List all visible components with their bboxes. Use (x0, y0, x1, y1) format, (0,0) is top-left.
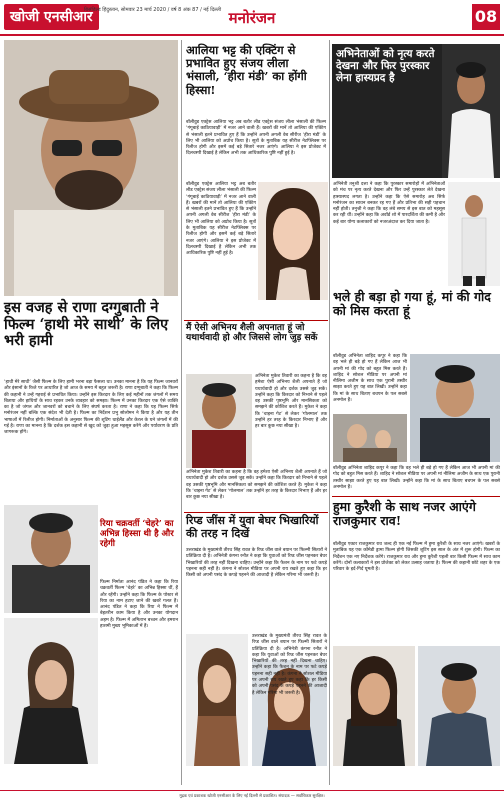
ripped-jeans-headline: रिप्ड जींस में युवा बेघर भिखारियों की तरह न दिखें (186, 514, 319, 540)
newspaper-logo: खोजी एनसीआर (4, 4, 99, 30)
mukesh-body: अभिनेता मुकेश तिवारी का कहना है कि वह हमेशा ऐसी अभिनय शैली अपनाते हैं जो यथार्थवादी हो और दर्शक उससे जुड़ सकें। उन्होंने कहा कि किरदार को निभाने से पहले वह उसकी पृष्ठभूमि और मानसिकता को समझने की कोशिश करते हैं। मुकेश ने कहा कि ‘चाइना गेट’ से लेकर ‘गोलमाल’ तक उन्होंने हर तरह के किरदार निभाए हैं और हर बार कुछ नया सीखा है। (255, 374, 327, 430)
page-number: 08 (472, 4, 500, 30)
rana-photo (4, 40, 178, 296)
rajkummar-photo (418, 646, 500, 766)
huma-photo (333, 646, 415, 766)
huma-headline: हुमा कुरैशी के साथ नजर आएंगे राजकुमार राव! (333, 499, 476, 529)
tanushree-photo-full (448, 182, 500, 286)
tanushree-headline: अभिनेताओं को नृत्य करते देखना और फिर पुरस्कार लेना हास्यप्रद है (336, 48, 435, 85)
dateline: बिसंडिल्ड हिंदुस्तान, सोमवार 23 मार्च 2020 / वर्ष 8 अंक 87 / नई दिल्ली (84, 7, 222, 13)
shahid-headline: भले ही बड़ा हो गया हूं, मां की गोद को मिस करता हूं (333, 289, 491, 319)
anand-pandit-photo (4, 505, 98, 613)
alia-headline: आलिया भट्ट की एक्टिंग से प्रभावित हुए संजय लीला भंसाली, ‘हीरा मंडी’ का होंगी हिस्सा! (186, 43, 307, 97)
shahid-body: बॉलीवुड अभिनेता शाहिद कपूर ने कहा कि वह भले ही बड़े हो गए हैं लेकिन आज भी अपनी मां की गोद को बहुत मिस करते हैं। शाहिद ने सोशल मीडिया पर अपनी मां नीलिमा अजीम के साथ एक पुरानी तस्वीर साझा करते हुए यह बात लिखी। उन्होंने कहा कि मां के साथ बिताए बचपन के पल सबसे अनमोल हैं। (333, 354, 407, 404)
huma-body: बॉलीवुड एक्टर राजकुमार राव जल्द ही एक नई फिल्म में हुमा कुरैशी के साथ नजर आएंगे। खबरों के मुताबिक यह एक कॉमेडी ड्रामा फिल्म होगी जिसकी शूटिंग इस साल के अंत में शुरू होगी। फिल्म का निर्देशन एक नए निर्देशक करेंगे। राजकुमार राव और हुमा कुरैशी पहली बार किसी फिल्म में साथ काम करेंगे। दोनों कलाकारों ने इस प्रोजेक्ट को लेकर उत्साह जताया है। फिल्म की कहानी छोटे शहर के एक परिवार के इर्द-गिर्द घूमती है। (333, 542, 500, 573)
section-title: मनोरंजन (228, 9, 276, 27)
mukesh-photo (186, 374, 252, 468)
section-divider (332, 496, 500, 497)
mukesh-body-continued: अभिनेता मुकेश तिवारी का कहना है कि वह हमेशा ऐसी अभिनय शैली अपनाते हैं जो यथार्थवादी हो और दर्शक उससे जुड़ सकें। उन्होंने कहा कि किरदार को निभाने से पहले वह उसकी पृष्ठभूमि और मानसिकता को समझने की कोशिश करते हैं। मुकेश ने कहा कि ‘चाइना गेट’ से लेकर ‘गोलमाल’ तक उन्होंने हर तरह के किरदार निभाए हैं और हर बार कुछ नया सीखा है। (186, 470, 327, 501)
mukesh-headline: मैं ऐसी अभिनय शैली अपनाता हूं जो यथार्थवादी हो और जिससे लोग जुड़ सकें (186, 323, 318, 344)
column-rule (181, 40, 182, 785)
rhea-headline: रिया चक्रवर्ती ‘चेहरे’ का अभिन्न हिस्सा थी है और रहेगी (100, 519, 174, 549)
alia-photo (258, 182, 328, 300)
rhea-body: फिल्म निर्माता आनंद पंडित ने कहा कि रिया चक्रवर्ती फिल्म ‘चेहरे’ का अभिन्न हिस्सा थीं, हैं और रहेंगी। उन्होंने कहा कि फिल्म के पोस्टर से रिया का नाम हटाए जाने की खबरें गलत हैं। आनंद पंडित ने कहा कि रिया ने फिल्म में बेहतरीन काम किया है और उनका योगदान अहम है। फिल्म में अमिताभ बच्चन और इमरान हाशमी मुख्य भूमिकाओं में हैं। (100, 580, 178, 630)
footer-imprint: मुद्रक एवं प्रकाशक खोजी एनसीआर के लिए नई दिल्ली से प्रकाशित। संपादक — सर्वाधिकार सुरक्षित। (0, 790, 504, 800)
rana-headline: इस वजह से राणा दग्गुबाती ने फिल्म ‘हाथी मेरे साथी’ के लिए भरी हामी (4, 299, 169, 350)
masthead (0, 0, 504, 36)
tanushree-body: अभिनेत्री तनुश्री दत्ता ने कहा कि पुरस्कार समारोहों में अभिनेताओं को मंच पर नृत्य करते देखना और फिर उन्हें पुरस्कार लेते देखना हास्यास्पद लगता है। उन्होंने कहा कि ऐसे समारोह अब सिर्फ मनोरंजन का साधन बनकर रह गए हैं और प्रतिभा की सही पहचान नहीं होती। तनुश्री ने कहा कि वह लंबे समय से इस बात को महसूस कर रही थीं। उन्होंने कहा कि अवॉर्ड शो में पारदर्शिता की कमी है और कई बार योग्य कलाकारों को नजरअंदाज कर दिया जाता है। (333, 182, 445, 225)
alia-body-continued: बॉलीवुड एक्ट्रेस आलिया भट्ट अब बतौर लीड एक्ट्रेस संजय लीला भंसाली की फिल्म ‘गंगूबाई काठियावाड़ी’ में नजर आने वाली हैं। खबरों की मानें तो आलिया की एक्टिंग से भंसाली इतने प्रभावित हुए हैं कि उन्होंने अपनी अगली वेब सीरीज ‘हीरा मंडी’ के लिए भी आलिया को अप्रोच किया है। सूत्रों के मुताबिक यह सीरीज नेटफ्लिक्स पर रिलीज होगी और इसमें कई बड़े सितारे नजर आएंगे। आलिया ने इस प्रोजेक्ट में दिलचस्पी दिखाई है लेकिन अभी तक आधिकारिक पुष्टि नहीं हुई है। (186, 182, 256, 257)
rana-body: ‘हाथी मेरे साथी’ जैसी फिल्म के लिए हामी भरना बड़ा फैसला था। उनका मानना है कि यह फिल्म जानवरों और इंसानों के रिश्ते पर आधारित है जो आज के समय में बहुत जरूरी है। राणा दग्गुबाती ने कहा कि फिल्म की कहानी ने उन्हें गहराई से प्रभावित किया। उन्होंने इस किरदार के लिए कई महीनों तक जंगलों में समय बिताया और हाथियों के साथ रहकर उनके व्यवहार को समझा। फिल्म में उनका किरदार एक ऐसे व्यक्ति का है जो जंगल और जानवरों को बचाने के लिए संघर्ष करता है। राणा ने कहा कि यह फिल्म सिर्फ मनोरंजन नहीं बल्कि एक संदेश भी देती है। फिल्म का निर्देशन प्रभु सोलोमन ने किया है और यह तीन भाषाओं में रिलीज होगी। निर्माताओं के अनुसार फिल्म की शूटिंग थाईलैंड और केरल के घने जंगलों में की गई है। राणा का मानना है कि दर्शक इस कहानी से खुद को जुड़ा हुआ महसूस करेंगे और पर्यावरण के प्रति जागरूक होंगे। (4, 380, 178, 436)
rhea-photo (4, 618, 98, 764)
alia-body: बॉलीवुड एक्ट्रेस आलिया भट्ट अब बतौर लीड एक्ट्रेस संजय लीला भंसाली की फिल्म ‘गंगूबाई काठियावाड़ी’ में नजर आने वाली हैं। खबरों की मानें तो आलिया की एक्टिंग से भंसाली इतने प्रभावित हुए हैं कि उन्होंने अपनी अगली वेब सीरीज ‘हीरा मंडी’ के लिए भी आलिया को अप्रोच किया है। सूत्रों के मुताबिक यह सीरीज नेटफ्लिक्स पर रिलीज होगी और इसमें कई बड़े सितारे नजर आएंगे। आलिया ने इस प्रोजेक्ट में दिलचस्पी दिखाई है लेकिन अभी तक आधिकारिक पुष्टि नहीं हुई है। (186, 120, 326, 157)
tanushree-photo (442, 44, 500, 178)
section-divider (184, 512, 328, 513)
kangana-photo-1 (186, 634, 248, 766)
column-rule (329, 40, 330, 785)
shahid-mother-photo (333, 414, 407, 462)
ripped-jeans-body: उत्तराखंड के मुख्यमंत्री तीरथ सिंह रावत के रिप्ड जींस वाले बयान पर फिल्मी सितारों ने प्रतिक्रिया दी है। अभिनेत्री कंगना रनौत ने कहा कि युवाओं को रिप्ड जींस पहनकर बेघर भिखारियों की तरह नहीं दिखना चाहिए। उन्होंने कहा कि फैशन के नाम पर फटे कपड़े पहनना सही नहीं है। कंगना ने सोशल मीडिया पर अपनी राय रखते हुए कहा कि हर किसी को अपनी पसंद के कपड़े पहनने की आजादी है लेकिन गरिमा भी जरूरी है। (186, 548, 327, 579)
ripped-jeans-caption: उत्तराखंड के मुख्यमंत्री तीरथ सिंह रावत के रिप्ड जींस वाले बयान पर फिल्मी सितारों ने प्रतिक्रिया दी है। अभिनेत्री कंगना रनौत ने कहा कि युवाओं को रिप्ड जींस पहनकर बेघर भिखारियों की तरह नहीं दिखना चाहिए। उन्होंने कहा कि फैशन के नाम पर फटे कपड़े पहनना सही नहीं है। कंगना ने सोशल मीडिया पर अपनी राय रखते हुए कहा कि हर किसी को अपनी पसंद के कपड़े पहनने की आजादी है लेकिन गरिमा भी जरूरी है। (252, 634, 327, 696)
shahid-photo (410, 354, 500, 462)
tanushree-box (332, 44, 500, 178)
section-divider (184, 320, 328, 321)
shahid-body-continued: बॉलीवुड अभिनेता शाहिद कपूर ने कहा कि वह भले ही बड़े हो गए हैं लेकिन आज भी अपनी मां की गोद को बहुत मिस करते हैं। शाहिद ने सोशल मीडिया पर अपनी मां नीलिमा अजीम के साथ एक पुरानी तस्वीर साझा करते हुए यह बात लिखी। उन्होंने कहा कि मां के साथ बिताए बचपन के पल सबसे अनमोल हैं। (333, 466, 500, 490)
